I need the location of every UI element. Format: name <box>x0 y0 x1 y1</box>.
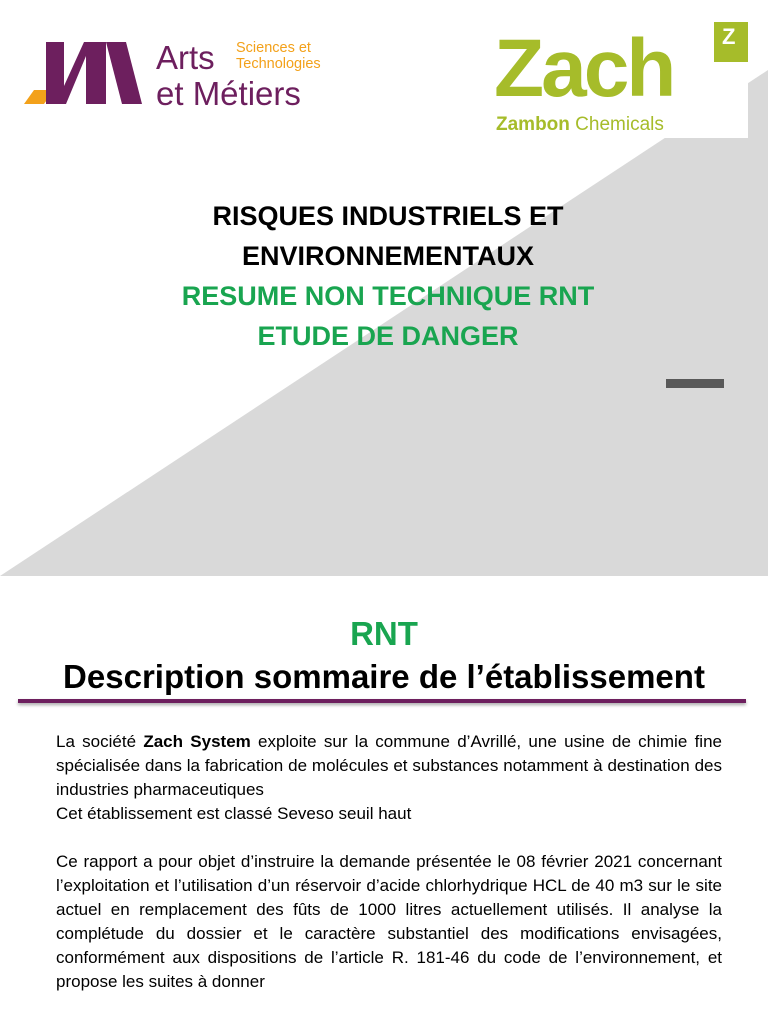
logo-sciences-text <box>236 40 356 72</box>
description-slide <box>0 586 768 1024</box>
slide-separator <box>0 576 768 586</box>
logo-metiers-text: et Métiers <box>156 75 301 112</box>
paragraph-1-before: La société <box>56 732 144 751</box>
paragraph-2: Ce rapport a pour objet d’instruire la demande présentée le 08 février 2021 concernant l’exploitation et l’utilisation d’un réservoir d’acide chlorhydrique HCL de 40 m3 sur le site actuel en remplacement des fûts de 1000 litres actuellement utilisés. Il analyse la complétude du dossier et le caractère substantiel des modifications envisagées, conformément aux dispositions de l’article R. 181-46 du code de l’environnement, et propose les suites à donner <box>56 852 722 991</box>
paragraph-spacer <box>56 826 722 850</box>
title-line-1: RISQUES INDUSTRIELS ET <box>212 201 564 231</box>
logo-sciences-line2: Technologies <box>236 56 321 72</box>
paragraph-1-line-2: Cet établissement est classé Seveso seuil haut <box>56 804 412 823</box>
subtitle-line-1: RESUME NON TECHNIQUE RNT <box>181 281 595 311</box>
company-name: Zach System <box>143 732 251 751</box>
paragraph-1-after: exploite sur la commune d’Avrillé, une usine de chimie fine spécialisée dans la fabrication de molécules et substances notamment à destination des industries pharmaceutiques <box>56 732 722 799</box>
subtitle-line-2: ETUDE DE DANGER <box>257 321 519 351</box>
logo-sciences-line1: Sciences et <box>236 40 311 56</box>
logo-arts-text: Arts <box>156 39 215 76</box>
cover-title <box>88 196 688 356</box>
zach-badge-letter: Z <box>722 24 736 49</box>
zach-subtitle-regular: Chemicals <box>575 114 664 135</box>
paragraph-1 <box>56 730 722 802</box>
body-text <box>56 730 722 994</box>
title-line-2: ENVIRONNEMENTAUX <box>241 241 535 271</box>
decorative-dash <box>666 379 724 388</box>
slide-heading: RNT <box>350 615 418 652</box>
zach-badge-icon <box>714 22 748 62</box>
arts-et-metiers-logo <box>24 38 354 110</box>
zach-logo <box>490 22 748 138</box>
title-underline <box>18 699 746 703</box>
zach-subtitle-bold: Zambon <box>496 114 570 135</box>
slide-title: Description sommaire de l’établissement <box>63 658 705 695</box>
zach-subtitle <box>496 114 664 136</box>
zach-wordmark: Zach <box>494 23 674 114</box>
arts-et-metiers-mark-icon <box>24 42 142 104</box>
